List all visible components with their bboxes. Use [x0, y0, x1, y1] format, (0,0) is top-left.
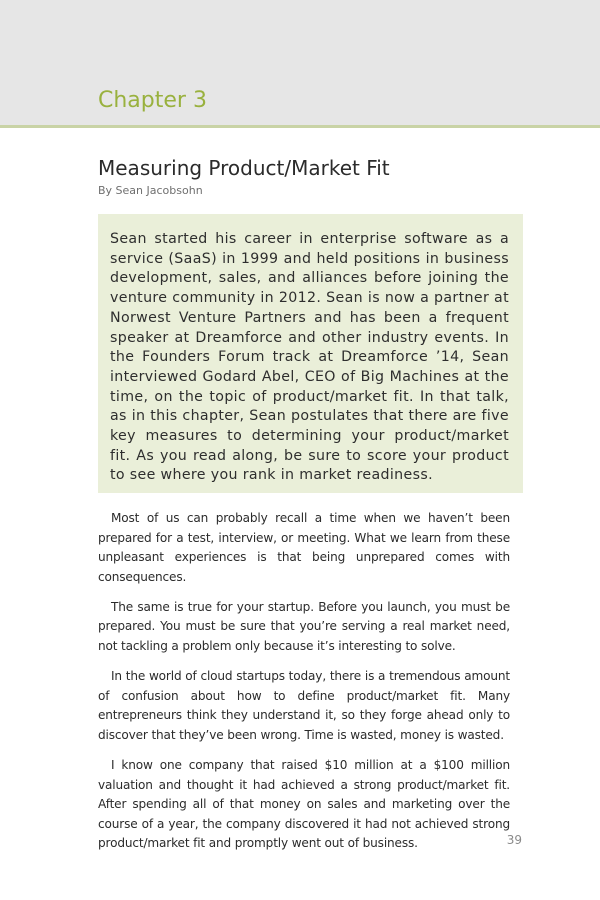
- chapter-header-band: [0, 0, 600, 128]
- author-intro-box: [98, 214, 523, 493]
- author-intro-text: Sean started his career in enterprise software as a service (SaaS) in 1999 and held positions in business development, sales, and alliances before joining the venture community in 2012. Sean is now a partner at Norwest Venture Partners and has been a frequent speaker at Dreamforce and other industry events. In the Founders Forum track at Dreamforce ’14, Sean interviewed Godard Abel, CEO of Big Machines at the time, on the topic of product/market fit. In that talk, as in this chapter, Sean postulates that there are five key measures to determining your product/market fit. As you read along, be sure to score your product to see where you rank in market readiness.: [110, 231, 509, 484]
- body-paragraph: Most of us can probably recall a time when we haven’t been prepared for a test, interview, or meeting. What we learn from these unpleasant experiences is that being unprepared comes with consequences.: [98, 511, 510, 584]
- article-title-block: [98, 155, 528, 199]
- chapter-label: Chapter 3: [98, 88, 207, 113]
- article-title: Measuring Product/Market Fit: [98, 156, 390, 180]
- page-number: 39: [506, 833, 522, 847]
- article-byline: By Sean Jacobsohn: [98, 184, 203, 197]
- body-paragraph: I know one company that raised $10 million at a $100 million valuation and thought it had achieved a strong product/market fit. After spending all of that money on sales and marketing over the course of a year, the company discovered it had not achieved strong product/market fit and promptly went out of business.: [98, 758, 510, 851]
- body-paragraph: In the world of cloud startups today, there is a tremendous amount of confusion about how to define product/market fit. Many entrepreneurs think they understand it, so they forge ahead only to discover that they’ve been wrong. Time is wasted, money is wasted.: [98, 669, 510, 742]
- body-paragraph: The same is true for your startup. Before you launch, you must be prepared. You must be sure that you’re serving a real market need, not tackling a problem only because it’s interesting to solve.: [98, 599, 510, 654]
- article-body: [98, 509, 510, 865]
